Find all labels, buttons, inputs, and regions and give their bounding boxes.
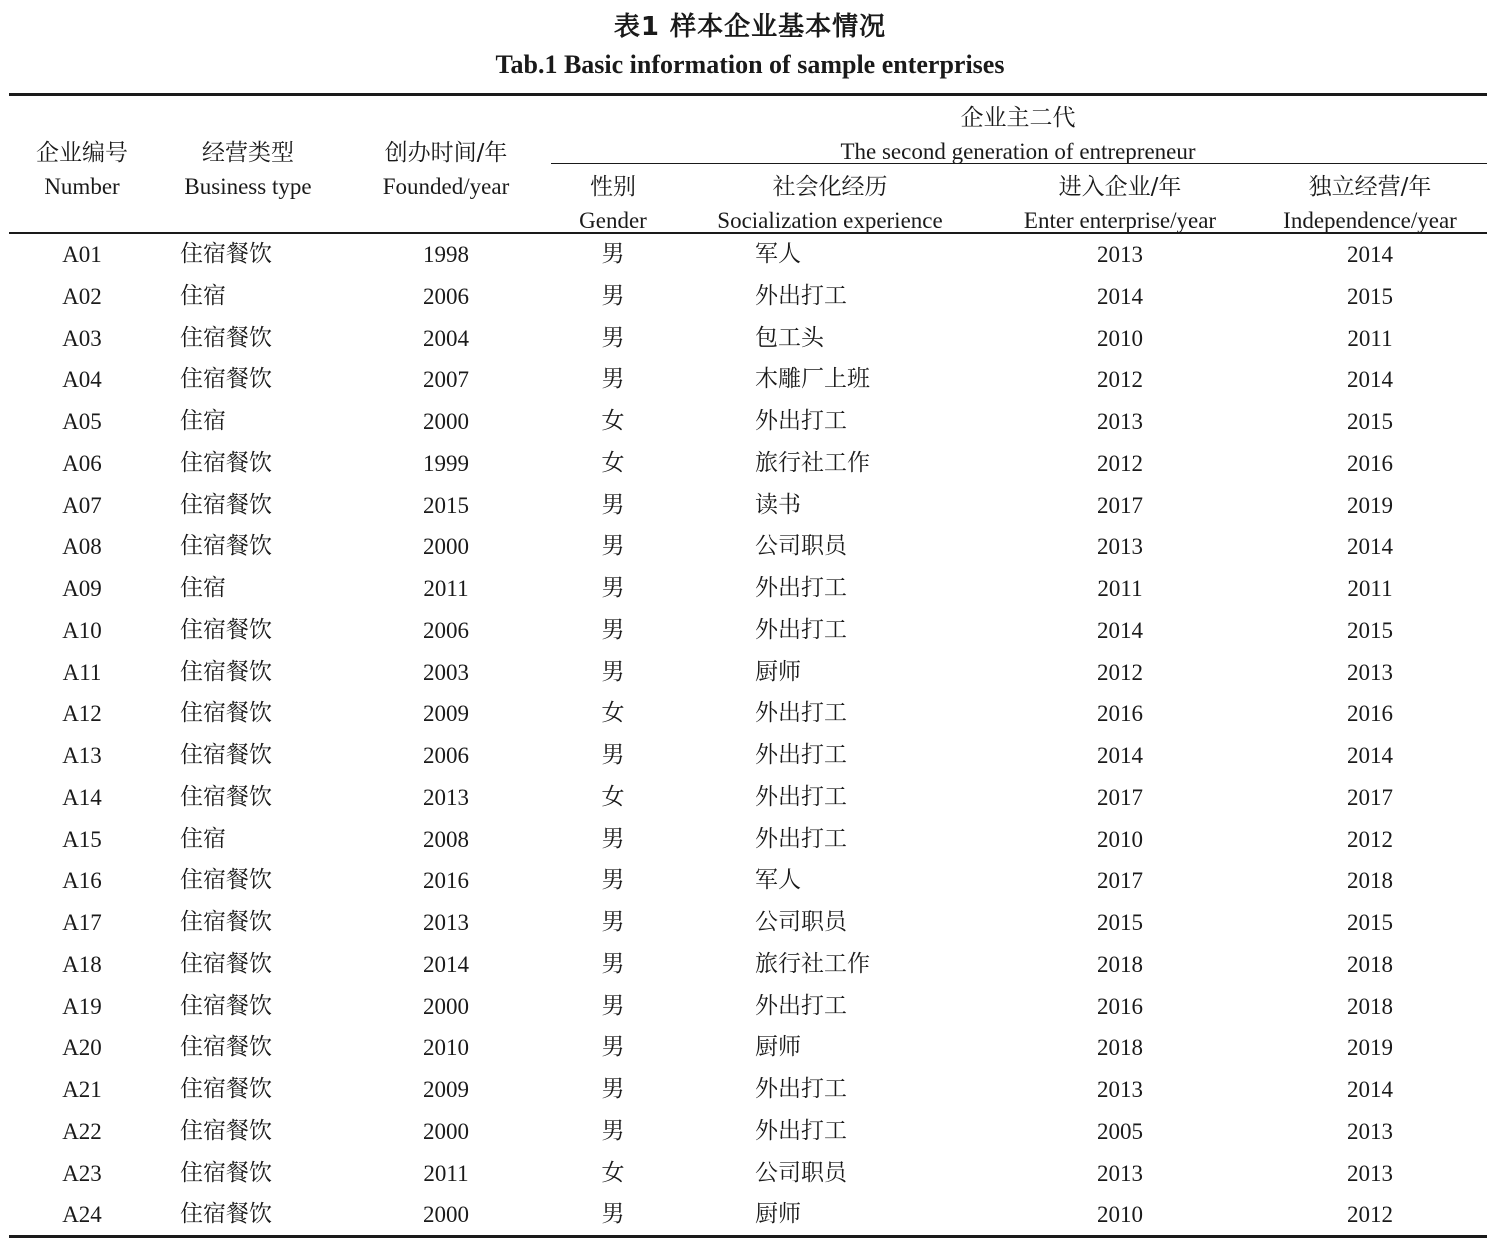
business-type-cell: 住宿餐饮 — [180, 950, 272, 977]
gender-cell: 男 — [601, 950, 625, 977]
table-caption-cn: 表1 样本企业基本情况 — [613, 12, 887, 42]
table-row — [0, 693, 1500, 735]
enter-year-cell: 2013 — [1097, 409, 1143, 434]
number-cell: A04 — [62, 367, 102, 393]
header-enter — [1000, 170, 1240, 238]
independence-year-cell: 2019 — [1347, 1035, 1393, 1061]
enter-year-cell: 2013 — [1097, 534, 1143, 560]
founded-cell: 2014 — [423, 951, 469, 977]
socialization-cell: 军人 — [755, 241, 801, 267]
number-cell: A08 — [62, 534, 102, 560]
gender-cell: 男 — [601, 282, 625, 309]
table-row — [0, 485, 1500, 527]
founded-cell: 2000 — [423, 534, 469, 560]
table-row — [0, 443, 1500, 485]
founded-cell: 2011 — [423, 1160, 469, 1186]
independence-year-cell: 2014 — [1347, 367, 1393, 393]
number-cell: A22 — [62, 1118, 102, 1144]
gender-cell: 男 — [601, 992, 625, 1019]
founded-cell: 2006 — [423, 617, 469, 643]
header-number — [22, 136, 142, 204]
enter-year-cell: 2012 — [1097, 450, 1143, 476]
socialization-cell: 外出打工 — [755, 616, 847, 643]
enter-year-cell: 2016 — [1097, 701, 1143, 727]
business-type-cell: 住宿 — [180, 825, 226, 852]
business-type-cell: 住宿餐饮 — [180, 909, 272, 935]
table-row — [0, 1194, 1500, 1236]
socialization-cell: 外出打工 — [755, 742, 847, 768]
socialization-cell: 旅行社工作 — [755, 950, 870, 977]
business-type-cell: 住宿餐饮 — [180, 1076, 272, 1102]
business-type-cell: 住宿餐饮 — [180, 783, 272, 810]
gender-cell: 女 — [601, 449, 625, 476]
gender-cell: 男 — [601, 658, 625, 685]
business-type-cell: 住宿餐饮 — [180, 992, 272, 1019]
number-cell: A23 — [62, 1160, 102, 1186]
top-rule — [9, 93, 1487, 96]
independence-year-cell: 2012 — [1347, 1202, 1393, 1228]
table-row — [0, 652, 1500, 694]
table-row — [0, 526, 1500, 568]
header-socialization-en: Socialization experience — [717, 208, 943, 233]
gender-cell: 男 — [601, 241, 625, 267]
gender-cell: 男 — [601, 1201, 625, 1228]
header-socialization-cn: 社会化经历 — [772, 174, 888, 200]
founded-cell: 2006 — [423, 283, 469, 309]
independence-year-cell: 2018 — [1347, 951, 1393, 977]
founded-cell: 2009 — [423, 701, 469, 727]
gender-cell: 男 — [601, 324, 625, 351]
table-row — [0, 777, 1500, 819]
business-type-cell: 住宿餐饮 — [180, 324, 272, 351]
independence-year-cell: 2013 — [1347, 1160, 1393, 1186]
business-type-cell: 住宿餐饮 — [180, 1117, 272, 1144]
gender-cell: 男 — [601, 909, 625, 935]
business-type-cell: 住宿餐饮 — [180, 1201, 272, 1228]
header-second-generation-cn: 企业主二代 — [960, 105, 1076, 131]
number-cell: A13 — [62, 743, 102, 768]
enter-year-cell: 2017 — [1097, 868, 1143, 894]
table-row — [0, 902, 1500, 944]
independence-year-cell: 2011 — [1347, 576, 1393, 601]
business-type-cell: 住宿餐饮 — [180, 449, 272, 476]
enter-year-cell: 2014 — [1097, 283, 1143, 309]
table-row — [0, 860, 1500, 902]
socialization-cell: 木雕厂上班 — [755, 366, 870, 393]
independence-year-cell: 2016 — [1347, 701, 1393, 727]
socialization-cell: 军人 — [755, 867, 801, 894]
socialization-cell: 旅行社工作 — [755, 449, 870, 476]
enter-year-cell: 2013 — [1097, 242, 1143, 267]
independence-year-cell: 2014 — [1347, 1077, 1393, 1102]
socialization-cell: 厨师 — [755, 1201, 801, 1228]
founded-cell: 2011 — [423, 576, 469, 601]
number-cell: A17 — [62, 910, 102, 935]
number-cell: A02 — [62, 283, 102, 309]
header-founded — [366, 136, 526, 204]
header-gender-en: Gender — [579, 208, 647, 233]
socialization-cell: 外出打工 — [755, 783, 847, 810]
socialization-cell: 公司职员 — [755, 533, 847, 560]
founded-cell: 2008 — [423, 826, 469, 852]
independence-year-cell: 2018 — [1347, 993, 1393, 1019]
gender-cell: 男 — [601, 1117, 625, 1144]
independence-year-cell: 2014 — [1347, 743, 1393, 768]
business-type-cell: 住宿 — [180, 408, 226, 434]
table-row — [0, 819, 1500, 861]
number-cell: A11 — [62, 659, 102, 685]
enter-year-cell: 2017 — [1097, 492, 1143, 518]
table-row — [0, 944, 1500, 986]
gender-cell: 男 — [601, 533, 625, 560]
header-independence — [1260, 170, 1480, 238]
enter-year-cell: 2016 — [1097, 993, 1143, 1019]
number-cell: A15 — [62, 826, 102, 852]
header-independence-en: Independence/year — [1283, 208, 1457, 233]
table-row — [0, 359, 1500, 401]
independence-year-cell: 2011 — [1347, 325, 1393, 351]
number-cell: A18 — [62, 951, 102, 977]
enter-year-cell: 2010 — [1097, 826, 1143, 852]
table-body — [0, 234, 1500, 1236]
table-row — [0, 735, 1500, 777]
gender-cell: 男 — [601, 1076, 625, 1102]
enter-year-cell: 2010 — [1097, 325, 1143, 351]
header-socialization — [700, 170, 960, 238]
enter-year-cell: 2017 — [1097, 784, 1143, 810]
header-independence-cn: 独立经营/年 — [1308, 174, 1432, 200]
founded-cell: 2010 — [423, 1035, 469, 1061]
socialization-cell: 外出打工 — [755, 282, 847, 309]
independence-year-cell: 2018 — [1347, 868, 1393, 894]
number-cell: A07 — [62, 492, 102, 518]
number-cell: A10 — [62, 617, 102, 643]
socialization-cell: 厨师 — [755, 658, 801, 685]
gender-cell: 女 — [601, 408, 625, 434]
number-cell: A16 — [62, 868, 102, 894]
socialization-cell: 包工头 — [755, 324, 824, 351]
number-cell: A06 — [62, 450, 102, 476]
enter-year-cell: 2018 — [1097, 1035, 1143, 1061]
header-number-cn: 企业编号 — [36, 140, 128, 166]
table-row — [0, 1153, 1500, 1195]
founded-cell: 1999 — [423, 450, 469, 476]
number-cell: A21 — [62, 1077, 102, 1102]
independence-year-cell: 2014 — [1347, 534, 1393, 560]
business-type-cell: 住宿餐饮 — [180, 1034, 272, 1061]
header-business-type — [168, 136, 328, 204]
header-second-generation — [718, 101, 1318, 169]
header-number-en: Number — [44, 174, 120, 199]
business-type-cell: 住宿餐饮 — [180, 867, 272, 894]
number-cell: A01 — [62, 242, 102, 267]
business-type-cell: 住宿餐饮 — [180, 742, 272, 768]
business-type-cell: 住宿餐饮 — [180, 1159, 272, 1186]
founded-cell: 2007 — [423, 367, 469, 393]
number-cell: A12 — [62, 701, 102, 727]
business-type-cell: 住宿餐饮 — [180, 366, 272, 393]
table-row — [0, 1027, 1500, 1069]
table-row — [0, 986, 1500, 1028]
business-type-cell: 住宿餐饮 — [180, 533, 272, 560]
socialization-cell: 外出打工 — [755, 700, 847, 727]
enter-year-cell: 2005 — [1097, 1118, 1143, 1144]
gender-cell: 男 — [601, 575, 625, 601]
header-enter-en: Enter enterprise/year — [1023, 208, 1217, 233]
number-cell: A24 — [62, 1202, 102, 1228]
enter-year-cell: 2010 — [1097, 1202, 1143, 1228]
founded-cell: 2016 — [423, 868, 469, 894]
enter-year-cell: 2018 — [1097, 951, 1143, 977]
table-row — [0, 234, 1500, 276]
business-type-cell: 住宿 — [180, 282, 226, 309]
socialization-cell: 外出打工 — [755, 575, 847, 601]
independence-year-cell: 2016 — [1347, 450, 1393, 476]
table-caption-en: Tab.1 Basic information of sample enterprises — [495, 50, 1005, 79]
independence-year-cell: 2015 — [1347, 910, 1393, 935]
enter-year-cell: 2012 — [1097, 367, 1143, 393]
founded-cell: 1998 — [423, 242, 469, 267]
independence-year-cell: 2015 — [1347, 409, 1393, 434]
business-type-cell: 住宿餐饮 — [180, 491, 272, 518]
socialization-cell: 外出打工 — [755, 992, 847, 1019]
header-second-generation-en: The second generation of entrepreneur — [840, 139, 1196, 164]
table-row — [0, 1069, 1500, 1111]
founded-cell: 2009 — [423, 1077, 469, 1102]
independence-year-cell: 2017 — [1347, 784, 1393, 810]
independence-year-cell: 2014 — [1347, 242, 1393, 267]
gender-cell: 男 — [601, 491, 625, 518]
header-business-type-cn: 经营类型 — [202, 140, 294, 166]
independence-year-cell: 2015 — [1347, 283, 1393, 309]
founded-cell: 2013 — [423, 784, 469, 810]
socialization-cell: 外出打工 — [755, 408, 847, 434]
header-business-type-en: Business type — [184, 174, 312, 199]
founded-cell: 2000 — [423, 993, 469, 1019]
enter-year-cell: 2013 — [1097, 1160, 1143, 1186]
founded-cell: 2003 — [423, 659, 469, 685]
header-gender — [563, 170, 663, 238]
gender-cell: 女 — [601, 783, 625, 810]
socialization-cell: 公司职员 — [755, 1159, 847, 1186]
independence-year-cell: 2013 — [1347, 659, 1393, 685]
business-type-cell: 住宿餐饮 — [180, 658, 272, 685]
business-type-cell: 住宿餐饮 — [180, 616, 272, 643]
enter-year-cell: 2013 — [1097, 1077, 1143, 1102]
socialization-cell: 公司职员 — [755, 909, 847, 935]
number-cell: A14 — [62, 784, 102, 810]
gender-cell: 男 — [601, 616, 625, 643]
founded-cell: 2000 — [423, 1118, 469, 1144]
number-cell: A19 — [62, 993, 102, 1019]
gender-cell: 男 — [601, 1034, 625, 1061]
gender-cell: 女 — [601, 700, 625, 727]
header-founded-en: Founded/year — [382, 174, 510, 199]
founded-cell: 2000 — [423, 1202, 469, 1228]
table-row — [0, 318, 1500, 360]
enter-year-cell: 2014 — [1097, 743, 1143, 768]
table-row — [0, 401, 1500, 443]
number-cell: A20 — [62, 1035, 102, 1061]
founded-cell: 2006 — [423, 743, 469, 768]
founded-cell: 2000 — [423, 409, 469, 434]
socialization-cell: 读书 — [755, 491, 801, 518]
socialization-cell: 外出打工 — [755, 1117, 847, 1144]
header-founded-cn: 创办时间/年 — [384, 140, 508, 166]
enter-year-cell: 2012 — [1097, 659, 1143, 685]
gender-cell: 男 — [601, 742, 625, 768]
independence-year-cell: 2015 — [1347, 617, 1393, 643]
number-cell: A05 — [62, 409, 102, 434]
independence-year-cell: 2019 — [1347, 492, 1393, 518]
founded-cell: 2013 — [423, 910, 469, 935]
table-row — [0, 276, 1500, 318]
founded-cell: 2015 — [423, 492, 469, 518]
header-enter-cn: 进入企业/年 — [1058, 174, 1182, 200]
gender-cell: 男 — [601, 366, 625, 393]
enter-year-cell: 2015 — [1097, 910, 1143, 935]
gender-cell: 男 — [601, 867, 625, 894]
table-row — [0, 568, 1500, 610]
founded-cell: 2004 — [423, 325, 469, 351]
independence-year-cell: 2012 — [1347, 826, 1393, 852]
gender-cell: 男 — [601, 825, 625, 852]
table-row — [0, 610, 1500, 652]
header-gender-cn: 性别 — [590, 174, 636, 200]
business-type-cell: 住宿餐饮 — [180, 700, 272, 727]
socialization-cell: 厨师 — [755, 1034, 801, 1061]
number-cell: A09 — [62, 576, 102, 601]
enter-year-cell: 2014 — [1097, 617, 1143, 643]
independence-year-cell: 2013 — [1347, 1118, 1393, 1144]
business-type-cell: 住宿 — [180, 575, 226, 601]
table-row — [0, 1111, 1500, 1153]
socialization-cell: 外出打工 — [755, 825, 847, 852]
number-cell: A03 — [62, 325, 102, 351]
gender-cell: 女 — [601, 1159, 625, 1186]
enter-year-cell: 2011 — [1097, 576, 1143, 601]
business-type-cell: 住宿餐饮 — [180, 241, 272, 267]
socialization-cell: 外出打工 — [755, 1076, 847, 1102]
